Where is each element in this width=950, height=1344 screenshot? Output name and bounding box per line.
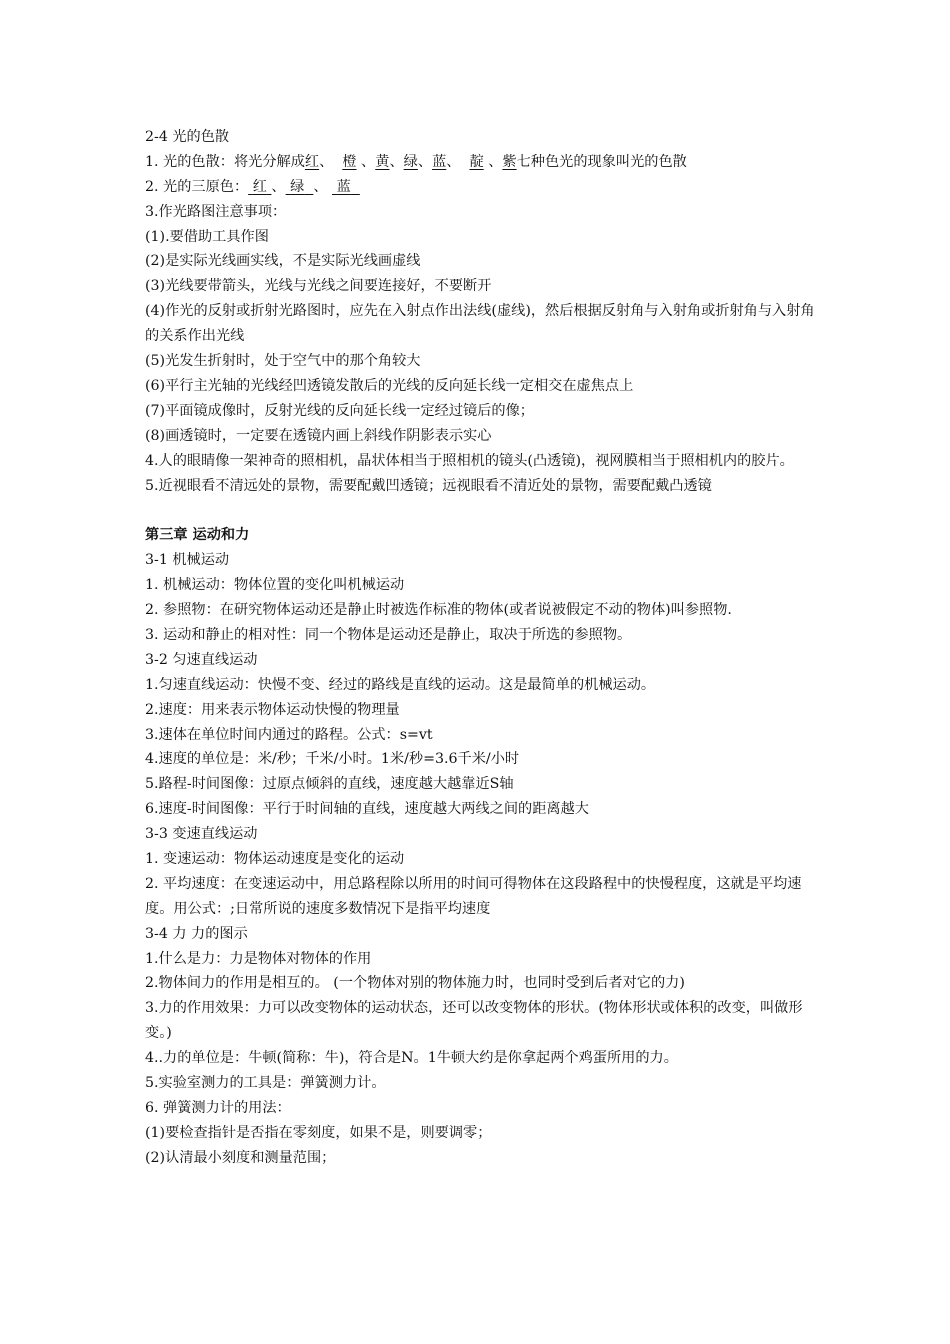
document-page bbox=[145, 125, 815, 1171]
note-7: (7)平面镜成像时，反射光线的反向延长线一定经过镜后的像； bbox=[145, 402, 534, 419]
s4-item-7: (1)要检查指针是否指在零刻度，如果不是，则要调零； bbox=[145, 1124, 492, 1141]
note-2: (2)是实际光线画实线，不是实际光线画虚线 bbox=[145, 253, 421, 270]
s3-item-2: 2. 平均速度：在变速运动中，用总路程除以所用的时间可得物体在这段路程中的快慢程度，这就是平均速度。用公式：;日常所说的速度多数情况下是指平均速度 bbox=[145, 875, 802, 917]
blank-red: 红 bbox=[252, 178, 267, 195]
s2-item-1: 1.匀速直线运动：快慢不变、经过的路线是直线的运动。这是最简单的机械运动。 bbox=[145, 676, 656, 693]
vision-correction: 5.近视眼看不清远处的景物，需要配戴凹透镜；远视眼看不清近处的景物，需要配戴凸透镜 bbox=[145, 477, 712, 494]
s2-item-4: 4.速度的单位是：米/秒；千米/小时。1米/秒=3.6千米/小时 bbox=[145, 751, 520, 768]
note-1: (1).要借助工具作图 bbox=[145, 228, 269, 245]
s1-item-3: 3. 运动和静止的相对性：同一个物体是运动还是静止，取决于所选的参照物。 bbox=[145, 626, 632, 643]
s4-item-4: 4..力的单位是：牛顿(简称：牛)，符合是N。1牛顿大约是你拿起两个鸡蛋所用的力。 bbox=[145, 1050, 678, 1067]
section-heading-3-4: 3-4 力 力的图示 bbox=[145, 925, 248, 942]
note-4: (4)作光的反射或折射光路图时，应先在入射点作出法线(虚线)，然后根据反射角与入射角或折射角与入射角的关系作出光线 bbox=[145, 303, 815, 345]
s1-item-1: 1. 机械运动：物体位置的变化叫机械运动 bbox=[145, 577, 405, 594]
dispersion-definition: 1. 光的色散：将光分解成红、 橙 、黄、绿、蓝、 靛 、紫七种色光的现象叫光的色散 bbox=[145, 153, 687, 170]
color-list: 红、 橙 、黄、绿、蓝、 靛 、紫 bbox=[304, 153, 517, 170]
section-heading-3-1: 3-1 机械运动 bbox=[145, 552, 230, 569]
note-3: (3)光线要带箭头，光线与光线之间要连接好，不要断开 bbox=[145, 278, 492, 295]
note-5: (5)光发生折射时，处于空气中的那个角较大 bbox=[145, 353, 421, 370]
section-heading-3-3: 3-3 变速直线运动 bbox=[145, 826, 258, 843]
s2-item-3: 3.速体在单位时间内通过的路程。公式：s=vt bbox=[145, 726, 433, 743]
chapter-title: 第三章 运动和力 bbox=[145, 527, 250, 544]
s4-item-3: 3.力的作用效果：力可以改变物体的运动状态，还可以改变物体的形状。(物体形状或体积的改变，叫做形变。) bbox=[145, 1000, 803, 1042]
s2-item-2: 2.速度：用来表示物体运动快慢的物理量 bbox=[145, 701, 400, 718]
eye-camera-analogy: 4.人的眼睛像一架神奇的照相机，晶状体相当于照相机的镜头(凸透镜)，视网膜相当于照相机内的胶片。 bbox=[145, 452, 794, 469]
s1-item-2: 2. 参照物：在研究物体运动还是静止时被选作标准的物体(或者说被假定不动的物体)叫参照物. bbox=[145, 602, 732, 619]
blank-blue: 蓝 bbox=[336, 178, 351, 195]
s4-item-2: 2.物体间力的作用是相互的。 (一个物体对别的物体施力时，也同时受到后者对它的力) bbox=[145, 975, 685, 992]
s3-item-1: 1. 变速运动：物体运动速度是变化的运动 bbox=[145, 851, 405, 867]
note-6: (6)平行主光轴的光线经凹透镜发散后的光线的反向延长线一定相交在虚焦点上 bbox=[145, 377, 634, 394]
section-heading-3-2: 3-2 匀速直线运动 bbox=[145, 651, 258, 668]
note-8: (8)画透镜时，一定要在透镜内画上斜线作阴影表示实心 bbox=[145, 427, 492, 444]
blank-green: 绿 bbox=[290, 178, 305, 195]
s4-item-8: (2)认清最小刻度和测量范围； bbox=[145, 1149, 336, 1166]
ray-diagram-notes-title: 3.作光路图注意事项： bbox=[145, 203, 287, 220]
section-heading-2-4: 2-4 光的色散 bbox=[145, 129, 230, 145]
s2-item-6: 6.速度-时间图像：平行于时间轴的直线，速度越大两线之间的距离越大 bbox=[145, 801, 589, 818]
primary-colors: 2. 光的三原色： 红 、 绿 、 蓝 bbox=[145, 175, 815, 200]
s4-item-6: 6. 弹簧测力计的用法： bbox=[145, 1099, 291, 1116]
s4-item-1: 1.什么是力：力是物体对物体的作用 bbox=[145, 950, 372, 967]
s2-item-5: 5.路程-时间图像：过原点倾斜的直线，速度越大越靠近S轴 bbox=[145, 776, 514, 793]
s4-item-5: 5.实验室测力的工具是：弹簧测力计。 bbox=[145, 1075, 386, 1092]
